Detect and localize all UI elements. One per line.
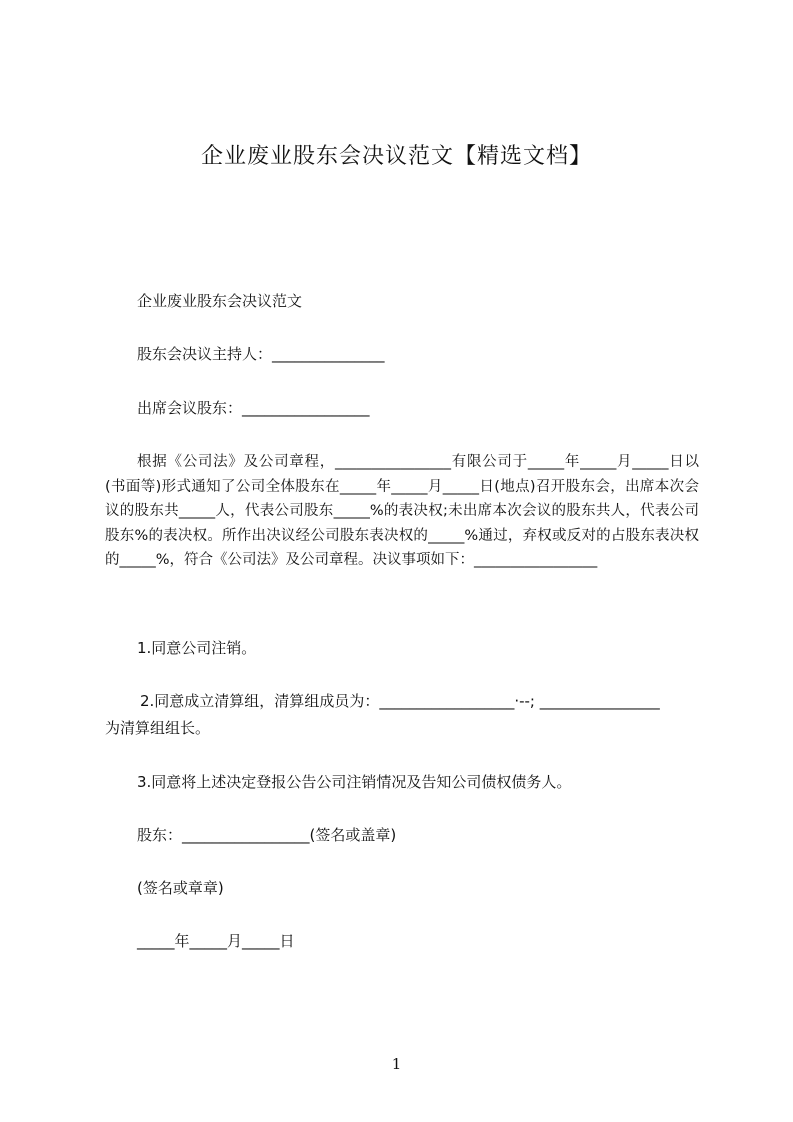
resolution-item-2: 2.同意成立清算组，清算组成员为：__________________·--; ________________	[140, 692, 660, 710]
shareholder-signature-line: 股东：_________________(签名或盖章)	[137, 826, 397, 844]
document-title: 企业废业股东会决议范文【精选文档】	[200, 144, 592, 169]
resolution-item-3: 3.同意将上述决定登报公告公司注销情况及告知公司债权债务人。	[137, 773, 572, 791]
main-paragraph: 根据《公司法》及公司章程，________________有限公司于_____年_____月_____日以(书面等)形式通知了公司全体股东在_____年_____月_____日(地点)召开股东会，出席本次会议的股东共_____人，代表公司股东_____%的表决权;未出席本次会议的股东共人，代表公司股东%的表决权。所作出决议经公司股东表决权的_____%通过，弃权或反对的占股东表决权的_____%，符合《公司法》及公司章程。决议事项如下：_________________	[105, 454, 699, 568]
seal-line: (签名或章章)	[137, 879, 224, 897]
resolution-item-2-cont: 为清算组组长。	[105, 719, 211, 737]
host-line: 股东会决议主持人：_______________	[137, 345, 385, 363]
date-line: _____年_____月_____日	[137, 932, 295, 950]
attendees-line: 出席会议股东：_________________	[137, 399, 370, 417]
page-number: 1	[391, 1055, 402, 1073]
document-subtitle: 企业废业股东会决议范文	[137, 292, 303, 310]
resolution-item-1: 1.同意公司注销。	[137, 639, 257, 657]
